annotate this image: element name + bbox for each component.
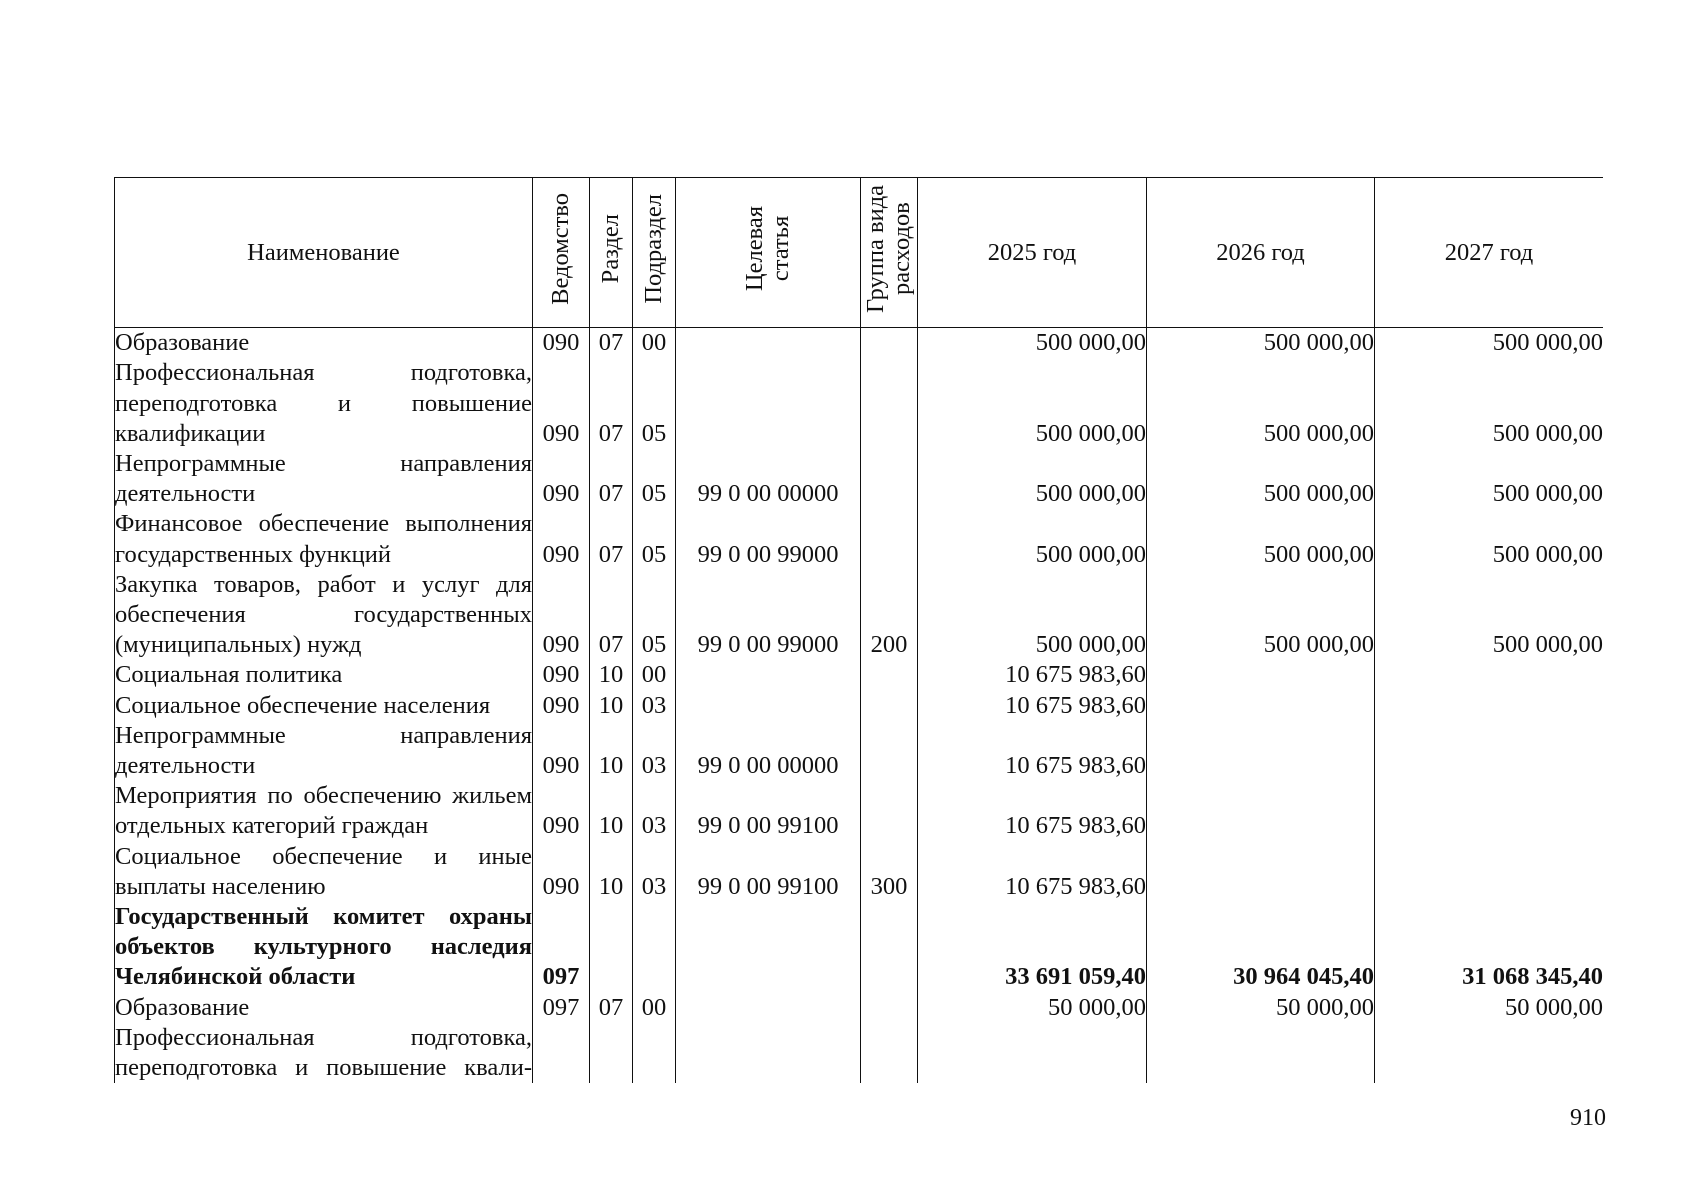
table-row (115, 509, 1604, 569)
cell-vedomstvo: 090 (533, 721, 590, 781)
cell-group (861, 721, 918, 781)
cell-group (861, 660, 918, 690)
cell-vedomstvo: 090 (533, 358, 590, 449)
cell-2027: 500 000,00 (1375, 449, 1604, 509)
header-2025-label: 2025 год (987, 238, 1077, 266)
cell-group (861, 328, 918, 359)
cell-target: 99 0 00 99000 (676, 570, 861, 661)
header-group-line2: расходов (888, 202, 915, 295)
cell-2025: 10 675 983,60 (918, 691, 1147, 721)
cell-2026: 500 000,00 (1147, 328, 1375, 359)
cell-name: Профессиональная подготовка, переподготовка и повышение квалификации (115, 358, 533, 449)
cell-group (861, 902, 918, 993)
header-razdel-label: Раздел (597, 213, 624, 284)
cell-name: Непрограммные направления деятельности (115, 721, 533, 781)
cell-target (676, 902, 861, 993)
cell-2026: 500 000,00 (1147, 509, 1375, 569)
cell-podrazdel (633, 902, 676, 993)
table-row (115, 691, 1604, 721)
table-row (115, 993, 1604, 1023)
cell-2026 (1147, 691, 1375, 721)
cell-podrazdel: 03 (633, 691, 676, 721)
cell-podrazdel: 00 (633, 660, 676, 690)
cell-group: 200 (861, 570, 918, 661)
cell-2027 (1375, 781, 1604, 841)
cell-vedomstvo: 090 (533, 328, 590, 359)
table-row (115, 660, 1604, 690)
cell-vedomstvo: 097 (533, 993, 590, 1023)
cell-podrazdel: 05 (633, 449, 676, 509)
cell-2026 (1147, 842, 1375, 902)
cell-target (676, 1023, 861, 1083)
header-vedomstvo-label: Ведомство (547, 192, 574, 305)
cell-name: Непрограммные направления деятельности (115, 449, 533, 509)
cell-vedomstvo (533, 1023, 590, 1083)
cell-group (861, 781, 918, 841)
cell-2025: 500 000,00 (918, 509, 1147, 569)
table-row (115, 781, 1604, 841)
cell-2027: 500 000,00 (1375, 358, 1604, 449)
header-target-label (742, 206, 794, 291)
header-podrazdel (633, 178, 676, 328)
table-row (115, 328, 1604, 359)
header-2027-label: 2027 год (1444, 238, 1534, 266)
header-group-line1: Группа вида (862, 184, 889, 313)
cell-2026: 30 964 045,40 (1147, 902, 1375, 993)
header-name-label: Наименование (247, 238, 400, 266)
cell-2025: 500 000,00 (918, 449, 1147, 509)
cell-razdel: 07 (590, 449, 633, 509)
cell-2027: 31 068 345,40 (1375, 902, 1604, 993)
table-row (115, 358, 1604, 449)
cell-razdel: 10 (590, 842, 633, 902)
cell-2025 (918, 1023, 1147, 1083)
cell-name: Государственный комитет охраны объектов культурного наследия Челябинской области (115, 902, 533, 993)
cell-2027 (1375, 660, 1604, 690)
cell-group (861, 449, 918, 509)
cell-group: 300 (861, 842, 918, 902)
cell-2026: 500 000,00 (1147, 570, 1375, 661)
cell-2027: 50 000,00 (1375, 993, 1604, 1023)
cell-vedomstvo: 090 (533, 449, 590, 509)
cell-vedomstvo: 090 (533, 509, 590, 569)
budget-table-container (114, 177, 1603, 1105)
cell-2027: 500 000,00 (1375, 328, 1604, 359)
cell-group (861, 358, 918, 449)
cell-vedomstvo: 090 (533, 570, 590, 661)
cell-2026 (1147, 721, 1375, 781)
cell-razdel (590, 1023, 633, 1083)
header-target-line1: Целевая (741, 205, 768, 292)
cell-target: 99 0 00 00000 (676, 449, 861, 509)
cell-vedomstvo: 090 (533, 842, 590, 902)
cell-group (861, 691, 918, 721)
cell-razdel: 07 (590, 993, 633, 1023)
cell-2027 (1375, 691, 1604, 721)
cell-2027 (1375, 1023, 1604, 1083)
cell-razdel: 10 (590, 660, 633, 690)
cell-group (861, 993, 918, 1023)
cell-2025: 10 675 983,60 (918, 721, 1147, 781)
cell-vedomstvo: 090 (533, 660, 590, 690)
header-2026 (1147, 178, 1375, 328)
table-row (115, 449, 1604, 509)
cell-2026 (1147, 781, 1375, 841)
cell-vedomstvo: 090 (533, 781, 590, 841)
cell-target: 99 0 00 99100 (676, 781, 861, 841)
cell-target (676, 358, 861, 449)
cell-name: Социальное обеспечение и иные выплаты населению (115, 842, 533, 902)
cell-name: Профессиональная подготовка, переподготовка и повышение квали- (115, 1023, 533, 1083)
cell-name: Мероприятия по обеспечению жильем отдельных категорий граждан (115, 781, 533, 841)
cell-target (676, 993, 861, 1023)
cell-name: Закупка товаров, работ и услуг для обеспечения государственных (муниципальных) нужд (115, 570, 533, 661)
cell-podrazdel: 05 (633, 358, 676, 449)
cell-target (676, 328, 861, 359)
table-row (115, 842, 1604, 902)
table-row (115, 570, 1604, 661)
cell-razdel: 10 (590, 781, 633, 841)
header-podrazdel-label: Подраздел (640, 193, 667, 304)
table-header-row (115, 178, 1604, 328)
cell-razdel: 07 (590, 509, 633, 569)
cell-target: 99 0 00 00000 (676, 721, 861, 781)
cell-name: Образование (115, 993, 533, 1023)
page-number: 910 (1570, 1105, 1606, 1131)
cell-2027 (1375, 721, 1604, 781)
cell-2027 (1375, 842, 1604, 902)
header-group (861, 178, 918, 328)
cell-2026: 500 000,00 (1147, 449, 1375, 509)
header-target (676, 178, 861, 328)
cell-podrazdel: 00 (633, 328, 676, 359)
cell-2025: 33 691 059,40 (918, 902, 1147, 993)
cell-target (676, 660, 861, 690)
header-2025 (918, 178, 1147, 328)
cell-podrazdel: 03 (633, 721, 676, 781)
cell-name: Социальная политика (115, 660, 533, 690)
cell-2027: 500 000,00 (1375, 509, 1604, 569)
cell-2026: 500 000,00 (1147, 358, 1375, 449)
cell-2025: 50 000,00 (918, 993, 1147, 1023)
cell-razdel: 10 (590, 691, 633, 721)
header-target-line2: статья (767, 215, 794, 282)
cell-name: Образование (115, 328, 533, 359)
header-razdel (590, 178, 633, 328)
cell-2025: 500 000,00 (918, 328, 1147, 359)
table-body (115, 328, 1604, 1084)
table-row (115, 902, 1604, 993)
cell-razdel: 07 (590, 358, 633, 449)
cell-razdel: 07 (590, 328, 633, 359)
cell-razdel: 10 (590, 721, 633, 781)
cell-2026: 50 000,00 (1147, 993, 1375, 1023)
cell-name: Социальное обеспечение населения (115, 691, 533, 721)
header-group-label (863, 178, 915, 319)
cell-2026 (1147, 1023, 1375, 1083)
cell-2025: 10 675 983,60 (918, 842, 1147, 902)
cell-podrazdel: 03 (633, 781, 676, 841)
cell-2027: 500 000,00 (1375, 570, 1604, 661)
cell-razdel: 07 (590, 570, 633, 661)
cell-2026 (1147, 660, 1375, 690)
cell-name: Финансовое обеспечение выполнения государственных функций (115, 509, 533, 569)
cell-podrazdel: 00 (633, 993, 676, 1023)
budget-table (114, 177, 1603, 1083)
table-row (115, 721, 1604, 781)
cell-podrazdel: 05 (633, 570, 676, 661)
cell-podrazdel: 03 (633, 842, 676, 902)
cell-2025: 10 675 983,60 (918, 660, 1147, 690)
header-vedomstvo (533, 178, 590, 328)
cell-target: 99 0 00 99000 (676, 509, 861, 569)
cell-podrazdel (633, 1023, 676, 1083)
header-2026-label: 2026 год (1216, 238, 1305, 266)
cell-target (676, 691, 861, 721)
cell-2025: 10 675 983,60 (918, 781, 1147, 841)
cell-2025: 500 000,00 (918, 570, 1147, 661)
cell-podrazdel: 05 (633, 509, 676, 569)
header-2027 (1375, 178, 1604, 328)
cell-target: 99 0 00 99100 (676, 842, 861, 902)
cell-group (861, 1023, 918, 1083)
cell-group (861, 509, 918, 569)
cell-2025: 500 000,00 (918, 358, 1147, 449)
header-name (115, 178, 533, 328)
table-row (115, 1023, 1604, 1083)
cell-razdel (590, 902, 633, 993)
cell-vedomstvo: 097 (533, 902, 590, 993)
cell-vedomstvo: 090 (533, 691, 590, 721)
